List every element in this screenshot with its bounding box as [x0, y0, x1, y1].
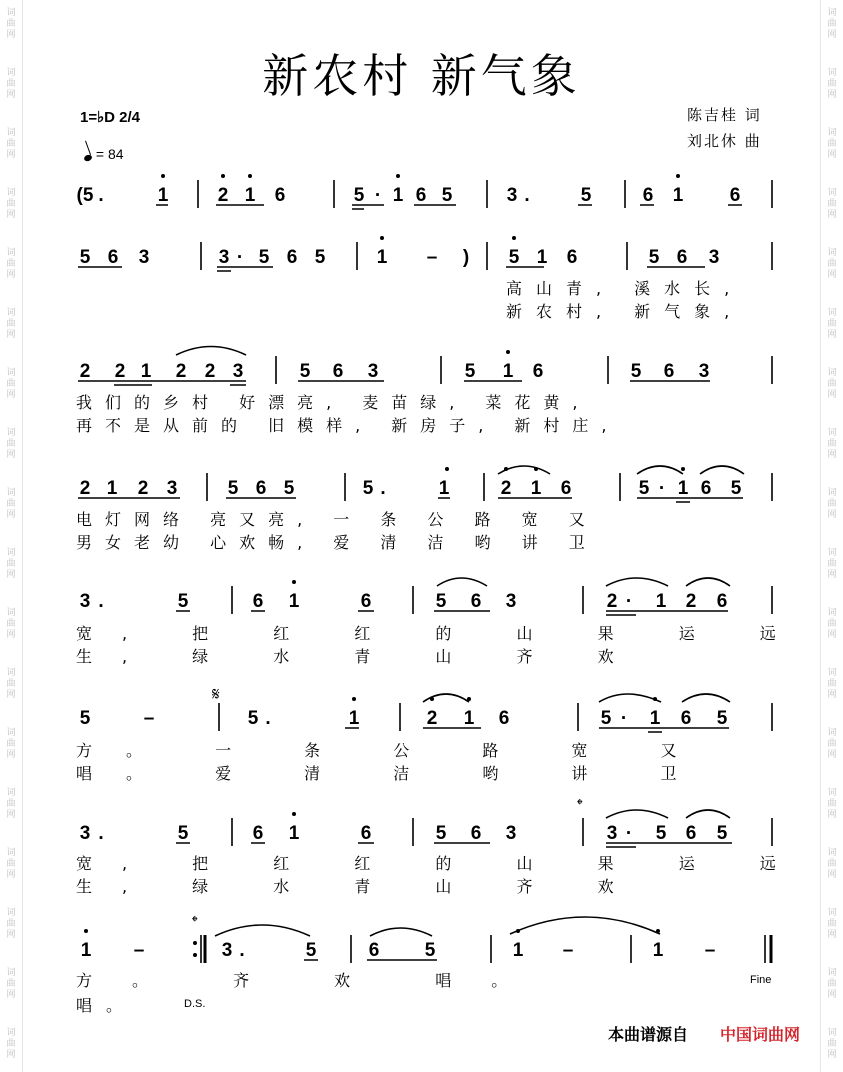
note: (5: [76, 185, 94, 206]
svg-text:6: 6: [470, 823, 482, 844]
watermark-text: 词 曲 网: [827, 968, 837, 1000]
svg-text:3: 3: [367, 361, 379, 382]
svg-text:5: 5: [655, 823, 667, 844]
svg-text:1: 1: [649, 708, 661, 729]
svg-text:5: 5: [580, 185, 592, 206]
svg-text:2: 2: [79, 478, 91, 499]
svg-text:·: ·: [374, 185, 382, 206]
svg-text:2: 2: [217, 185, 229, 206]
svg-text:1: 1: [655, 591, 667, 612]
svg-text:2: 2: [426, 708, 438, 729]
svg-text:5: 5: [299, 361, 311, 382]
svg-text:5: 5: [353, 185, 365, 206]
lyric-line: 宽, 把 红 红 的 山 果 运 远: [76, 854, 806, 873]
svg-text:3: 3: [505, 823, 517, 844]
svg-text:1: 1: [677, 478, 689, 499]
lyric-line: 再不是从前的 旧模样, 新房子, 新村庄,: [76, 416, 620, 435]
svg-text:3: 3: [232, 361, 244, 382]
svg-text:5: 5: [79, 247, 91, 268]
svg-text:5: 5: [630, 361, 642, 382]
watermark-text: 词 曲 网: [6, 8, 16, 40]
lyric-line: 男女老幼 心欢畅, 爱 清 洁 哟 讲 卫: [76, 533, 598, 552]
lyricist-credit: 陈吉桂 词: [687, 106, 762, 124]
svg-text:5: 5: [508, 247, 520, 268]
svg-text:1: 1: [463, 708, 475, 729]
watermark-text: 词 曲 网: [827, 68, 837, 100]
svg-text:1: 1: [672, 185, 684, 206]
watermark-text: 词 曲 网: [6, 728, 16, 760]
svg-text:2: 2: [204, 361, 216, 382]
lyric-line: 宽, 把 红 红 的 山 果 运 远: [76, 624, 806, 643]
svg-text:1: 1: [80, 940, 92, 961]
svg-text:3: 3: [506, 185, 518, 206]
svg-text:6: 6: [415, 185, 427, 206]
svg-text:5: 5: [716, 708, 728, 729]
source-label: 本曲谱源自: [608, 1025, 689, 1044]
svg-text:.: .: [98, 591, 104, 612]
svg-text:5: 5: [305, 940, 317, 961]
svg-text:.: .: [98, 823, 104, 844]
svg-text:.: .: [380, 478, 386, 499]
watermark-text: 词 曲 网: [827, 728, 837, 760]
svg-text:5: 5: [177, 591, 189, 612]
lyric-line: 方。 一 条 公 路 宽 又: [76, 741, 711, 760]
svg-text:5: 5: [638, 478, 650, 499]
svg-text:6: 6: [360, 823, 372, 844]
svg-text:): ): [462, 247, 470, 268]
watermark-text: 词 曲 网: [6, 908, 16, 940]
lyric-line: 我们的乡村 好漂亮, 麦苗绿, 菜花黄,: [76, 393, 591, 412]
watermark-text: 词 曲 网: [827, 668, 837, 700]
svg-text:6: 6: [107, 247, 119, 268]
svg-text:1: 1: [348, 708, 360, 729]
svg-text:3: 3: [138, 247, 150, 268]
svg-text:6: 6: [255, 478, 267, 499]
svg-text:2: 2: [79, 361, 91, 382]
watermark-text: 词 曲 网: [6, 788, 16, 820]
svg-text:3: 3: [221, 940, 233, 961]
svg-text:6: 6: [729, 185, 741, 206]
lyric-line: 生, 绿 水 青 山 齐 欢: [76, 877, 644, 896]
svg-text:6: 6: [274, 185, 286, 206]
svg-text:2: 2: [500, 478, 512, 499]
svg-text:3: 3: [606, 823, 618, 844]
svg-text:–: –: [704, 940, 716, 961]
svg-text:.: .: [239, 940, 245, 961]
svg-text:1: 1: [106, 478, 118, 499]
watermark-text: 词 曲 网: [827, 788, 837, 820]
site-link[interactable]: 中国词曲网: [720, 1025, 801, 1044]
svg-text:·: ·: [236, 247, 244, 268]
tempo-value: = 84: [95, 146, 124, 162]
svg-text:5: 5: [362, 478, 374, 499]
svg-text:–: –: [426, 247, 438, 268]
watermark-text: 词 曲 网: [827, 1028, 837, 1060]
svg-text:6: 6: [252, 591, 264, 612]
svg-text:1: 1: [288, 823, 300, 844]
composer-credit: 刘北休 曲: [687, 132, 762, 150]
svg-text:6: 6: [566, 247, 578, 268]
svg-text:6: 6: [663, 361, 675, 382]
svg-text:5: 5: [730, 478, 742, 499]
svg-text:3: 3: [166, 478, 178, 499]
svg-text:2: 2: [114, 361, 126, 382]
svg-text:5: 5: [177, 823, 189, 844]
svg-text:2: 2: [606, 591, 618, 612]
svg-text:5: 5: [79, 708, 91, 729]
svg-text:·: ·: [625, 823, 633, 844]
watermark-text: 词 曲 网: [6, 368, 16, 400]
watermark-text: 词 曲 网: [6, 968, 16, 1000]
svg-text:1: 1: [512, 940, 524, 961]
svg-text:6: 6: [252, 823, 264, 844]
svg-text:6: 6: [700, 478, 712, 499]
svg-text:·: ·: [620, 708, 628, 729]
svg-text:6: 6: [332, 361, 344, 382]
watermark-text: 词 曲 网: [6, 668, 16, 700]
watermark-text: 词 曲 网: [6, 248, 16, 280]
svg-text:3: 3: [708, 247, 720, 268]
svg-text:.: .: [265, 708, 271, 729]
svg-text:5: 5: [258, 247, 270, 268]
svg-text:5: 5: [227, 478, 239, 499]
svg-text:1: 1: [244, 185, 256, 206]
lyric-line: 方。 齐 欢 唱。: [76, 971, 548, 990]
fine-mark: Fine: [750, 974, 772, 986]
svg-text:6: 6: [560, 478, 572, 499]
svg-text:6: 6: [676, 247, 688, 268]
svg-text:6: 6: [470, 591, 482, 612]
svg-text:5: 5: [247, 708, 259, 729]
svg-text:5: 5: [314, 247, 326, 268]
watermark-text: 词 曲 网: [6, 128, 16, 160]
svg-text:–: –: [143, 708, 155, 729]
watermark-text: 词 曲 网: [827, 188, 837, 220]
svg-text:2: 2: [685, 591, 697, 612]
svg-text:3: 3: [505, 591, 517, 612]
segno-mark: 𝄋: [212, 684, 220, 704]
svg-text:5: 5: [424, 940, 436, 961]
key-signature: 1=♭D 2/4: [80, 109, 141, 126]
svg-text:1: 1: [288, 591, 300, 612]
svg-text:1: 1: [652, 940, 664, 961]
watermark-text: 词 曲 网: [6, 188, 16, 220]
lyric-line: 唱。 爱 清 洁 哟 讲 卫: [76, 764, 711, 783]
svg-text:6: 6: [498, 708, 510, 729]
svg-text:1: 1: [502, 361, 514, 382]
ds-mark: D.S.: [184, 998, 206, 1010]
lyric-line: 新农村, 新气象,: [506, 302, 744, 321]
svg-text:3: 3: [79, 591, 91, 612]
watermark-text: 词 曲 网: [827, 368, 837, 400]
watermark-text: 词 曲 网: [6, 308, 16, 340]
watermark-text: 词 曲 网: [6, 1028, 16, 1060]
watermark-text: 词 曲 网: [6, 68, 16, 100]
watermark-text: 词 曲 网: [827, 848, 837, 880]
svg-text:6: 6: [286, 247, 298, 268]
svg-text:6: 6: [368, 940, 380, 961]
watermark-text: 词 曲 网: [6, 548, 16, 580]
watermark-text: 词 曲 网: [6, 428, 16, 460]
watermark-text: 词 曲 网: [827, 428, 837, 460]
svg-text:6: 6: [716, 591, 728, 612]
svg-text:5: 5: [716, 823, 728, 844]
svg-text:6: 6: [642, 185, 654, 206]
svg-text:·: ·: [658, 478, 666, 499]
svg-text:1: 1: [536, 247, 548, 268]
svg-text:2: 2: [137, 478, 149, 499]
watermark-text: 词 曲 网: [827, 308, 837, 340]
svg-text:6: 6: [360, 591, 372, 612]
svg-text:6: 6: [532, 361, 544, 382]
svg-text:1: 1: [392, 185, 404, 206]
watermark-text: 词 曲 网: [827, 128, 837, 160]
svg-text:1: 1: [438, 478, 450, 499]
watermark-text: 词 曲 网: [827, 488, 837, 520]
svg-text:5: 5: [435, 823, 447, 844]
watermark-text: 词 曲 网: [827, 608, 837, 640]
lyric-line: 高山青, 溪水长,: [506, 279, 744, 298]
svg-text:5: 5: [435, 591, 447, 612]
svg-text:2: 2: [175, 361, 187, 382]
coda-mark-2: 𝄌: [192, 914, 198, 931]
watermark-text: 词 曲 网: [6, 848, 16, 880]
svg-text:3: 3: [698, 361, 710, 382]
lyric-line: 生, 绿 水 青 山 齐 欢: [76, 647, 644, 666]
watermark-text: 词 曲 网: [827, 548, 837, 580]
svg-text:1: 1: [530, 478, 542, 499]
svg-text:6: 6: [680, 708, 692, 729]
song-title: 新农村 新气象: [262, 49, 581, 103]
coda-mark-1: 𝄌: [577, 797, 583, 814]
svg-text:5: 5: [600, 708, 612, 729]
svg-text:3: 3: [218, 247, 230, 268]
svg-text:1: 1: [157, 185, 169, 206]
lyric-line: 电灯网络 亮又亮, 一 条 公 路 宽 又: [76, 510, 598, 529]
svg-text:6: 6: [685, 823, 697, 844]
svg-text:5: 5: [441, 185, 453, 206]
svg-text:3: 3: [79, 823, 91, 844]
svg-text:.: .: [524, 185, 530, 206]
svg-text:1: 1: [376, 247, 388, 268]
svg-text:5: 5: [464, 361, 476, 382]
watermark-text: 词 曲 网: [6, 488, 16, 520]
watermark-text: 词 曲 网: [827, 908, 837, 940]
svg-text:1: 1: [140, 361, 152, 382]
svg-text:5: 5: [648, 247, 660, 268]
svg-text:·: ·: [625, 591, 633, 612]
svg-text:5: 5: [283, 478, 295, 499]
svg-text:–: –: [562, 940, 574, 961]
svg-text:–: –: [133, 940, 145, 961]
lyric-line: 唱。: [76, 996, 137, 1015]
svg-text:.: .: [98, 185, 104, 206]
watermark-text: 词 曲 网: [827, 8, 837, 40]
watermark-text: 词 曲 网: [6, 608, 16, 640]
watermark-text: 词 曲 网: [827, 248, 837, 280]
